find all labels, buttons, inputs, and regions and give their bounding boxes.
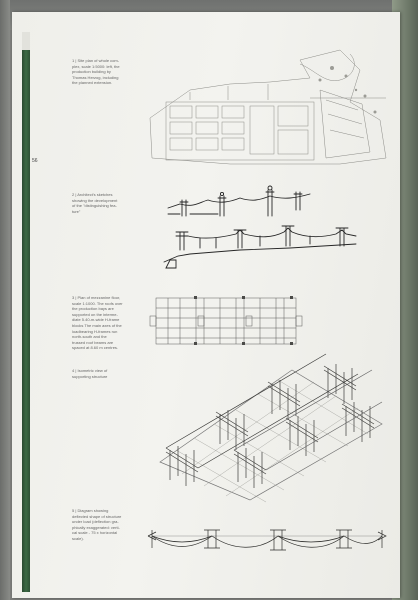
caption-mezzanine-plan <box>72 295 142 351</box>
caption-line: trussed roof beams are <box>72 339 114 345</box>
caption-line: 2 | Architect's sketches <box>72 192 113 197</box>
caption-line: 3 | Plan of mezzanine floor, <box>72 295 121 300</box>
caption-line: cal scale - 75 x horizontal <box>72 530 118 536</box>
mezzanine-floor-plan <box>148 292 318 354</box>
caption-site-plan <box>72 58 142 86</box>
site-plan-drawing <box>150 40 392 168</box>
caption-line: supported on the interme- <box>72 311 118 317</box>
caption-line: under load (deflection gra- <box>72 519 119 525</box>
caption-line: blocks The main axes of the <box>72 322 122 328</box>
caption-line: of the "distinguishing fea- <box>72 203 117 209</box>
caption-sketches <box>72 192 142 214</box>
page-spine-top <box>22 32 30 50</box>
caption-line: diate 5.40-m-wide H-frame <box>72 317 120 323</box>
caption-line: Thomas Herzog, including <box>72 74 119 80</box>
caption-line: supporting structure <box>72 373 108 379</box>
caption-line: scale 1:1000. The roofs over <box>72 300 123 306</box>
caption-line: 4 | Isometric view of <box>72 368 108 373</box>
caption-line: deflected shape of structure <box>72 513 122 519</box>
caption-line: 5 | Diagram showing <box>72 508 109 513</box>
caption-line: spaced at 8.60 m centres. <box>72 345 119 351</box>
isometric-structure <box>142 350 388 506</box>
caption-line: plex, scale 1:5000: left, the <box>72 63 120 69</box>
caption-line: showing the development <box>72 197 118 203</box>
page-number: 56 <box>32 158 38 164</box>
caption-line: phically exaggerated: verti- <box>72 524 120 530</box>
deflection-diagram <box>148 522 388 566</box>
caption-line: loadbearing H-frames run <box>72 328 118 334</box>
caption-line: the production bays are <box>72 306 114 312</box>
book-page <box>12 12 400 598</box>
caption-isometric <box>72 368 142 379</box>
caption-line: 1 | Site plan of whole com- <box>72 58 120 63</box>
desk-edge <box>0 0 10 600</box>
caption-line: the planned extension. <box>72 80 113 86</box>
caption-line: production building by <box>72 69 111 75</box>
caption-line: scale). <box>72 535 84 541</box>
caption-line: north-south and the <box>72 334 107 340</box>
page-spine-band <box>22 32 30 592</box>
architect-sketches <box>160 178 360 270</box>
caption-line: ture" <box>72 208 81 214</box>
caption-deflection <box>72 508 142 542</box>
